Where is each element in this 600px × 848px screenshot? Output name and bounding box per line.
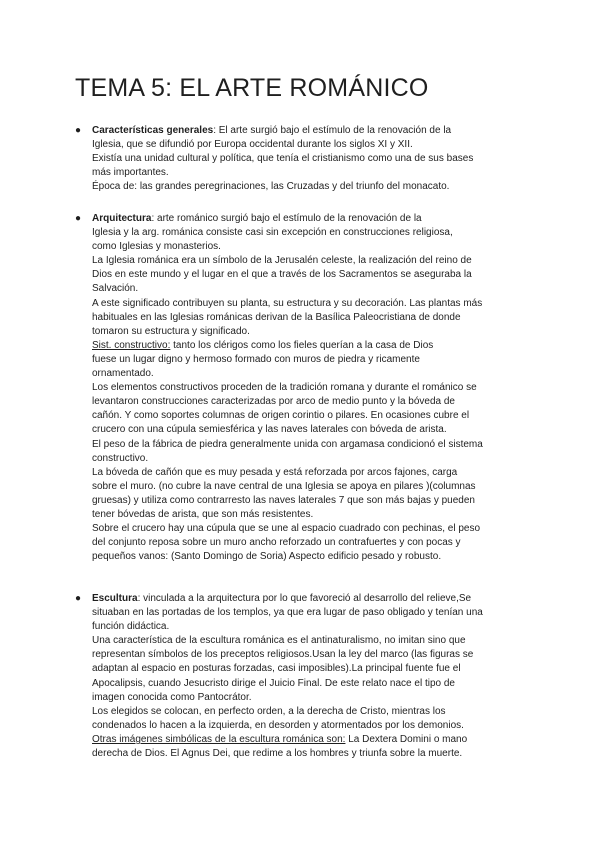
bullet-icon: ● <box>75 213 82 224</box>
text-line: del conjunto reposa sobre un muro ancho reforzado un contrafuertes y con pocas y <box>92 537 461 549</box>
text-line: habituales en las Iglesias románicas derivan de la Basílica Paleocristiana de donde <box>92 311 461 323</box>
underlined-heading: Sist. constructivo: <box>92 339 171 351</box>
text-line: imagen conocida como Pantocrátor. <box>92 691 252 703</box>
section-arquitectura-text <box>92 212 547 564</box>
section-escultura-text <box>92 592 547 761</box>
text-line: La Iglesia románica era un símbolo de la Jerusalén celeste, la realización del reino de <box>92 255 472 267</box>
text-line: Iglesia, que se difundió por Europa occidental durante los siglos XI y XII. <box>92 139 413 151</box>
text-line: Sobre el crucero hay una cúpula que se une al espacio cuadrado con pechinas, el peso <box>92 523 481 535</box>
text-line: La bóveda de cañón que es muy pesada y está reforzada por arcos fajones, carga <box>92 466 458 478</box>
text-line: Arquitectura: arte románico surgió bajo el estímulo de la renovación de la <box>92 213 422 224</box>
text-line: Características generales: El arte surgió bajo el estímulo de la renovación de la <box>92 125 452 136</box>
text-line: Existía una unidad cultural y política, que tenía el cristianismo como una de sus bases <box>92 153 474 165</box>
text-line: sobre el muro. (no cubre la nave central de una Iglesia se apoya en pilares )(columnas <box>92 480 476 492</box>
section-label: Escultura <box>92 593 138 604</box>
text-line: Escultura: vinculada a la arquitectura por lo que favoreció al desarrollo del relieve,Se <box>92 593 472 604</box>
text-line: Una característica de la escultura románica es el antinaturalismo, no imitan sino que <box>92 635 466 647</box>
text-line: condenados lo hacen a la izquierda, en desorden y atormentados por los demonios. <box>92 719 464 731</box>
text-line: Los elementos constructivos proceden de la tradición romana y durante el románico se <box>92 382 477 394</box>
section-label: Características generales <box>92 125 214 136</box>
underlined-heading: Otras imágenes simbólicas de la escultura románica son: <box>92 733 346 745</box>
text-line: más importantes. <box>92 167 169 179</box>
text-line: Sist. constructivo: tanto los clérigos como los fieles querían a la casa de Dios <box>92 339 434 351</box>
text-line: cañón. Y como soportes columnas de origen corintio o pilares. En ocasiones cubre el <box>92 410 470 422</box>
text-line: constructivo. <box>92 452 149 464</box>
text-line: Salvación. <box>92 283 139 295</box>
text-line: Iglesia y la arg. románica consiste casi sin excepción en construcciones religiosa, <box>92 227 453 239</box>
text-line: Dios en este mundo y el lugar en el que a través de los Sacramentos se aseguraba la <box>92 269 472 281</box>
text-line: tener bóvedas de arista, que son más resistentes. <box>92 508 314 520</box>
text-line: fuese un lugar digno y hermoso formado con muros de piedra y ricamente <box>92 353 420 365</box>
text-line: representan símbolos de los preceptos religiosos.Usan la ley del marco (las figuras se <box>92 649 474 661</box>
text-line: Los elegidos se colocan, en perfecto orden, a la derecha de Cristo, mientras los <box>92 705 446 717</box>
section-label: Arquitectura <box>92 213 152 224</box>
text-line: pequeños vanos: (Santo Domingo de Soria) Aspecto edificio pesado y robusto. <box>92 551 442 563</box>
text-line: función didáctica. <box>92 621 170 633</box>
page-title: TEMA 5: EL ARTE ROMÁNICO <box>75 74 429 102</box>
text-line: gruesas) y utiliza como contrarresto las naves laterales 7 que son más bajas y pueden <box>92 494 475 506</box>
text-line: A este significado contribuyen su planta, su estructura y su decoración. Las plantas más <box>92 297 483 309</box>
text-line: levantaron construcciones caracterizadas por arco de medio punto y la bóveda de <box>92 396 455 408</box>
section-caracteristicas-text <box>92 124 547 194</box>
text-line: ornamentado. <box>92 368 154 380</box>
text-line: Época de: las grandes peregrinaciones, las Cruzadas y del triunfo del monacato. <box>92 181 450 193</box>
text-line: Otras imágenes simbólicas de la escultura románica son: La Dextera Domini o mano <box>92 733 468 745</box>
text-line: como Iglesias y monasterios. <box>92 241 221 253</box>
text-line: tomaron su estructura y significado. <box>92 325 250 337</box>
text-line: crucero con una cúpula semiesférica y las naves laterales con bóveda de arista. <box>92 424 447 436</box>
text-line: situaban en las portadas de los templos, ya que era lugar de paso obligado y tenían una <box>92 607 483 619</box>
text-line: El peso de la fábrica de piedra generalmente unida con argamasa condicionó el sistema <box>92 438 483 450</box>
text-line: derecha de Dios. El Agnus Dei, que redime a los hombres y triunfa sobre la muerte. <box>92 748 463 760</box>
bullet-icon: ● <box>75 125 82 136</box>
bullet-icon: ● <box>75 593 82 604</box>
text-line: adaptan al espacio en posturas forzadas, casi imposibles).La principal fuente fue el <box>92 663 461 675</box>
text-line: Apocalipsis, cuando Jesucristo dirige el Juicio Final. De este relato nace el tipo de <box>92 677 455 689</box>
